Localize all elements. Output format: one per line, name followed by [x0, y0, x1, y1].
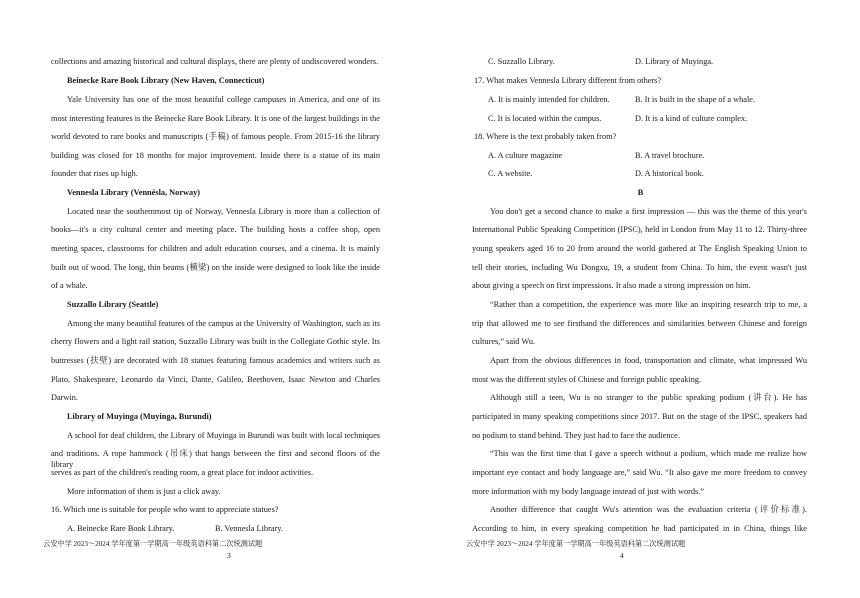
option-d: D. A historical book.	[635, 169, 704, 178]
option-b: B. A travel brochure.	[635, 151, 705, 160]
text-line: tell their stories, including Wu Dongxu, 19, a student from China. To him, the event wasn't just	[472, 263, 807, 272]
text-line: important eye contact and body language are,” said Wu. “It also gave me more freedom to convey	[472, 468, 807, 477]
text-line: no podium to stand behind. They just had to face the audience.	[472, 431, 680, 440]
question-18: 18. Where is the text probably taken from?	[474, 132, 617, 141]
text-line: participated in many speaking competitions since 2017. But on the stage of the IPSC, speakers had	[472, 412, 807, 421]
text-line: books—it's a city cultural center and meeting place. The building hosts a coffee shop, open	[51, 225, 380, 234]
section-heading: B	[637, 188, 644, 197]
section-heading: Beinecke Rare Book Library (New Haven, Connecticut)	[67, 76, 265, 85]
option-b: B. Vennesla Library.	[215, 524, 283, 533]
option-b: B. It is built in the shape of a whale.	[635, 95, 756, 104]
section-heading: Library of Muyinga (Muyinga, Burundi)	[67, 412, 212, 421]
text-line: You don't get a second chance to make a first impression — this was the theme of this year's	[490, 207, 807, 216]
section-heading: Vennesla Library (Vennésla, Norway)	[67, 188, 201, 197]
text-line: Although still a teen, Wu is no stranger to the public speaking podium (讲台). He has	[490, 393, 807, 402]
text-line: most was the different styles of Chinese and foreign public speaking.	[472, 375, 702, 384]
text-line: world devoted to rare books and manuscripts (手稿) of famous people. From 2015-16 the library	[51, 132, 380, 141]
text-line: most interesting features is the Beinecke Rare Book Library. It is one of the largest buildings in the	[51, 114, 380, 123]
text-line: Located near the southernmost tip of Norway, Vennesla Library is more than a collection of	[67, 207, 380, 216]
option-c: C. A website.	[488, 169, 533, 178]
text-line: more information with my body language instead of just with words.”	[472, 487, 705, 496]
text-line: More information of them is just a click away.	[67, 487, 221, 496]
text-line: buttresses (扶壁) are decorated with 18 statues featuring famous academics and writers such as	[51, 356, 380, 365]
text-line: A school for deaf children, the Library of Muyinga in Burundi was built with local techniques	[67, 431, 380, 440]
text-line: serves as part of the children's reading room, a great place for indoor activities.	[51, 468, 314, 477]
text-line: “This was the first time that I gave a speech without a podium, which made me realize how	[490, 449, 807, 458]
text-line: trip that allowed me to see firsthand the differences and similarities between Chinese and foreign	[472, 319, 807, 328]
page-footer: 云安中学 2023～2024 学年度第一学期高一年级英语科第二次统测试题	[43, 540, 263, 548]
text-line: collections and amazing historical and cultural displays, there are plenty of undiscovered wonders.	[51, 57, 379, 66]
text-line: International Public Speaking Competition (IPSC), held in London from May 11 to 12. Thirty-three	[472, 225, 807, 234]
option-a: A. A culture magazine	[488, 151, 563, 160]
text-line: cultures,” said Wu.	[472, 337, 536, 346]
option-a: A. It is mainly intended for children.	[488, 95, 610, 104]
option-c: C. It is located within the campus.	[488, 114, 602, 123]
option-a: A. Beinecke Rare Book Library.	[67, 524, 175, 533]
text-line: building was closed for 18 months for major improvement. Inside there is a statue of its main	[51, 151, 380, 160]
text-line: Plato, Shakespeare, Leonardo da Vinci, Dante, Galileo, Beethoven, Isaac Newton and Charles	[51, 375, 380, 384]
option-c: C. Suzzallo Library.	[488, 57, 555, 66]
option-d: D. Library of Muyinga.	[635, 57, 714, 66]
text-line: and traditions. A rope hammock (吊床) that hangs between the first and second floors of the library	[51, 449, 380, 469]
text-line: According to him, in every speaking competition he had participated in in China, things like	[472, 524, 807, 533]
question-17: 17. What makes Vennesla Library different from others?	[474, 76, 662, 85]
text-line: meeting spaces, classrooms for children and adult education courses, and a cinema. It is mainly	[51, 244, 380, 253]
page-number: 4	[620, 551, 624, 560]
text-line: Yale University has one of the most beautiful college campuses in America, and one of its	[67, 95, 380, 104]
text-line: of a whale.	[51, 281, 88, 290]
page-number: 3	[227, 551, 231, 560]
text-line: founder that rises up high.	[51, 169, 138, 178]
question-16: 16. Which one is suitable for people who want to appreciate statues?	[51, 505, 279, 514]
section-heading: Suzzallo Library (Seattle)	[67, 300, 159, 309]
text-line: Another difference that caught Wu's attention was the evaluation criteria (评价标准).	[490, 505, 807, 514]
page-footer: 云安中学 2023～2024 学年度第一学期高一年级英语科第二次统测试题	[466, 540, 686, 548]
text-line: built out of wood. The long, thin beams (横梁) on the inside were designed to look like the inside	[51, 263, 380, 272]
option-d: D. It is a kind of culture complex.	[635, 114, 748, 123]
text-line: about giving a speech on first impressions. It also made a strong impression on him.	[472, 281, 751, 290]
text-line: Darwin.	[51, 393, 78, 402]
text-line: young speakers aged 16 to 20 from around the world gathered at The English Speaking Union to	[472, 244, 807, 253]
text-line: Apart from the obvious differences in food, transportation and climate, what impressed Wu	[490, 356, 807, 365]
text-line: cherry flowers and a light rail station, Suzzallo Library was built in the Collegiate Gothic style. Its	[51, 337, 380, 346]
text-line: Among the many beautiful features of the campus at the University of Washington, such as its	[67, 319, 380, 328]
text-line: “Rather than a competition, the experience was more like an inspiring research trip to me, a	[490, 300, 807, 309]
